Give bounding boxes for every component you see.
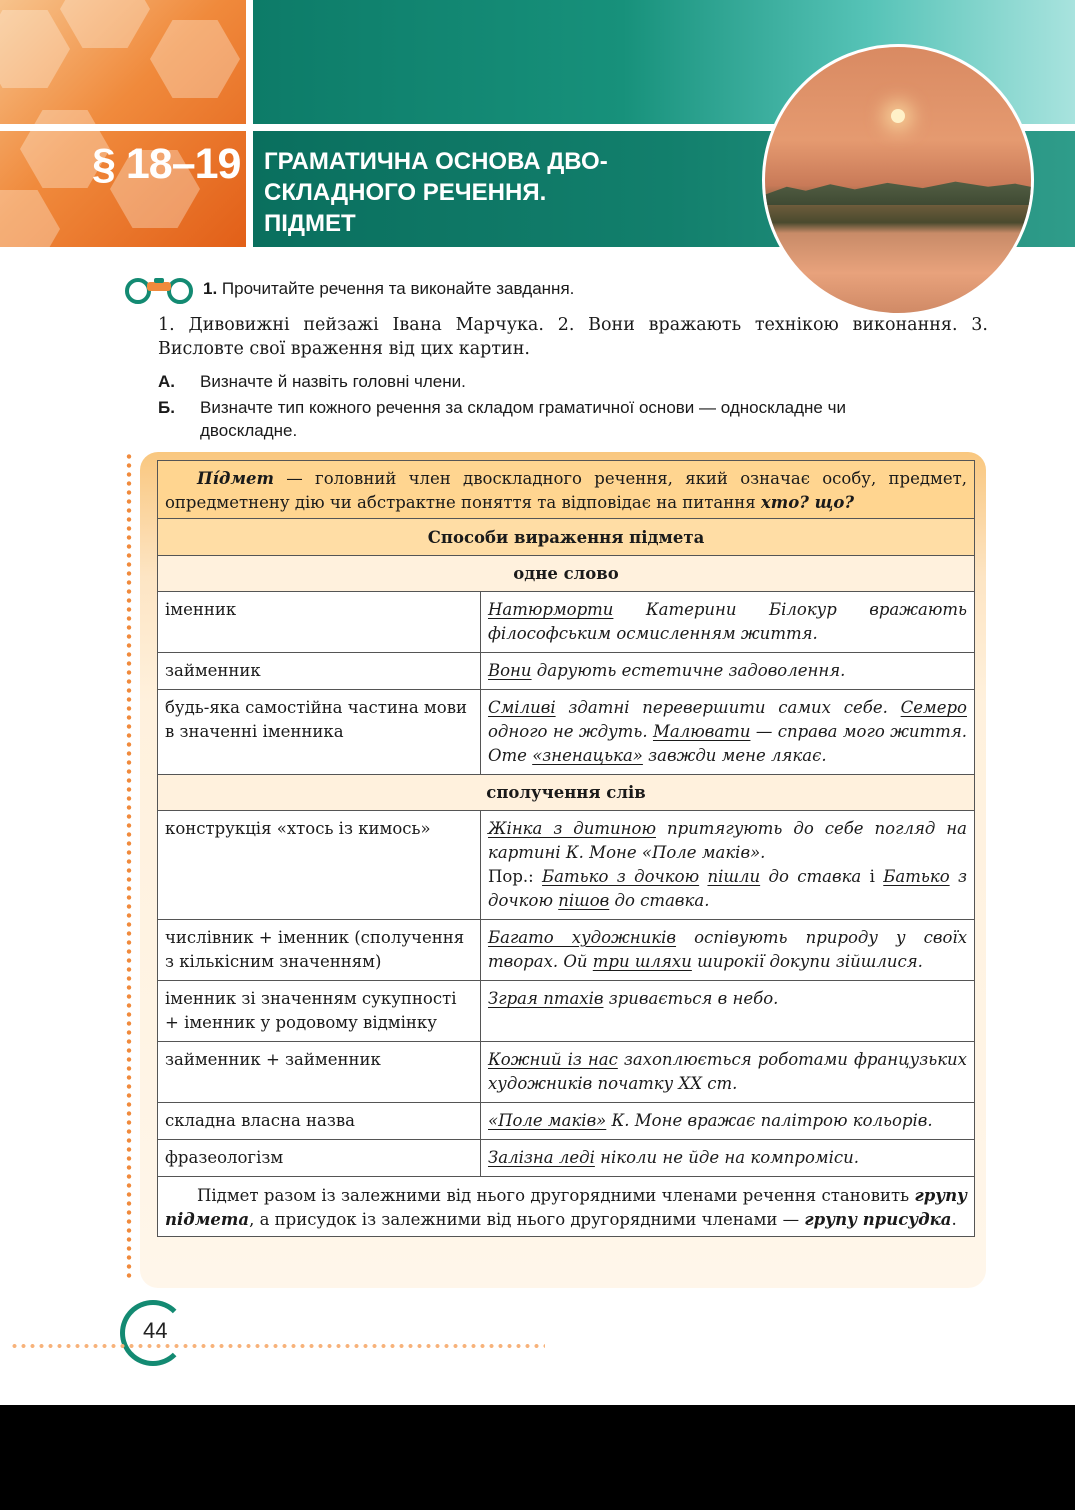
dotted-line-decoration: [126, 452, 132, 1278]
example-text: до ставка.: [609, 891, 710, 910]
section-title: [264, 146, 704, 239]
expression-type: конструкція «хтось із кимось»: [158, 811, 481, 920]
exercise-instruction: Прочитайте речення та виконайте завдання.: [221, 279, 575, 298]
table-row: [158, 592, 975, 653]
subject-underlined: «Поле маків»: [488, 1111, 607, 1130]
subject-underlined: Батько: [883, 867, 950, 886]
footer-row: [158, 1177, 975, 1237]
example-text: дарують естетичне задоволення.: [531, 661, 846, 680]
expression-type: числівник + іменник (сполучення з кількісним значенням): [158, 920, 481, 981]
subject-underlined: Кожний із нас: [488, 1050, 618, 1069]
task-text: Визначте тип кожного речення за складом граматичної основи — односкладне чи двоскладне.: [200, 398, 846, 440]
subject-underlined: пішли: [707, 867, 761, 886]
expression-type: будь-яка самостійна частина мови в значенні іменника: [158, 690, 481, 775]
term-emphasis-wrap: [804, 1210, 951, 1229]
table-caption: Способи вираження підмета: [158, 519, 975, 556]
table-row: [158, 920, 975, 981]
expression-type: займенник + займенник: [158, 1042, 481, 1103]
group-heading: сполучення слів: [158, 775, 975, 811]
table-caption-row: [158, 519, 975, 556]
subject-underlined: Залізна леді: [488, 1148, 595, 1167]
table-row: [158, 1042, 975, 1103]
definition-cell: [158, 461, 975, 519]
expression-type: іменник зі значенням сукупності + іменник у родовому відмінку: [158, 981, 481, 1042]
example-cell: [481, 1140, 975, 1177]
sun-icon: [891, 109, 905, 123]
example-text: широкії докупи зійшлися.: [691, 952, 923, 971]
example-text: з дочкою: [488, 867, 967, 910]
task-letter: Б.: [158, 398, 175, 417]
example-cell: [481, 592, 975, 653]
subject-underlined: пішов: [558, 891, 610, 910]
subject-underlined: Натюрморти: [488, 600, 614, 619]
subject-underlined: Зграя птахів: [488, 989, 604, 1008]
table-row: [158, 1103, 975, 1140]
definition-text: — головний член двоскладного речення, який означає особу, предмет, опредметнену дію чи абстрактне поняття та відповідає на питання: [165, 469, 967, 512]
example-text: Катерини Білокур вражають філософським осмисленням життя.: [488, 600, 967, 643]
subject-underlined: Вони: [488, 661, 532, 680]
expression-type: фразеологізм: [158, 1140, 481, 1177]
hexagon-decoration: [0, 10, 70, 88]
expression-type: складна власна назва: [158, 1103, 481, 1140]
footer-text: .: [951, 1210, 957, 1229]
footer-text: , а присудок із залежними від нього другорядними членами —: [249, 1210, 805, 1229]
definition-term: Пі́дмет: [197, 469, 274, 488]
footer-note: [158, 1177, 975, 1237]
bottom-black-bar: [0, 1405, 1075, 1510]
example-cell: [481, 811, 975, 920]
group-row: [158, 556, 975, 592]
example-plain-text: і: [869, 867, 884, 886]
table-row: [158, 653, 975, 690]
section-title-text: ГРАМАТИЧНА ОСНОВА ДВО- СКЛАДНОГО РЕЧЕННЯ. ПІДМЕТ: [264, 148, 608, 237]
hexagon-decoration: [0, 190, 60, 247]
subject-underlined: Батько з дочкою: [542, 867, 700, 886]
example-text: одного не ждуть.: [488, 722, 653, 741]
page-number: 44: [143, 1318, 168, 1343]
example-plain-text: Пор.:: [488, 867, 543, 886]
subject-underlined: три шляхи: [592, 952, 692, 971]
example-text: притягують до себе погляд на картині К. Моне «Поле маків».: [488, 819, 967, 862]
example-text: до ставка: [760, 867, 870, 886]
subject-underlined: Малювати: [652, 722, 751, 741]
hexagon-decoration: [60, 0, 150, 48]
table-row: [158, 690, 975, 775]
example-text: завжди мене лякає.: [642, 746, 827, 765]
term-emphasis: групу присудка: [804, 1210, 952, 1229]
exercise-heading: [203, 279, 574, 299]
example-text: ніколи не йде на компроміси.: [594, 1148, 859, 1167]
example-cell: [481, 690, 975, 775]
example-text: захоплюється роботами французьких художників початку XX ст.: [488, 1050, 967, 1093]
subject-underlined: Семеро: [900, 698, 967, 717]
expression-type: іменник: [158, 592, 481, 653]
table-row: [158, 1140, 975, 1177]
binoculars-icon: [125, 272, 193, 304]
header-divider-vertical: [246, 0, 253, 247]
subject-rule-table: [157, 460, 975, 1237]
footer-text: Підмет разом із залежними від нього другорядними членами речення становить: [197, 1186, 915, 1205]
section-number: § 18–19: [92, 140, 241, 188]
treeline-decoration: [765, 179, 1034, 205]
example-text: — справа мого життя. Оте: [488, 722, 967, 765]
painting-illustration: [762, 44, 1034, 316]
exercise-sentences: 1. Дивовижні пейзажі Івана Марчука. 2. Вони вражають технікою виконання. 3. Висловте свої враження від цих картин.: [158, 315, 988, 359]
example-text: здатні перевершити самих себе.: [555, 698, 901, 717]
group-heading: одне слово: [158, 556, 975, 592]
hexagon-decoration: [150, 20, 240, 98]
example-text: К. Моне вражає палітрою кольорів.: [606, 1111, 933, 1130]
subject-underlined: Жінка з дитиною: [488, 819, 656, 838]
group-row: [158, 775, 975, 811]
expression-type: займенник: [158, 653, 481, 690]
task-text: Визначте й назвіть головні члени.: [200, 372, 466, 391]
example-cell: [481, 653, 975, 690]
subject-underlined: Багато художників: [488, 928, 677, 947]
example-text: зривається в небо.: [603, 989, 779, 1008]
example-cell: [481, 1042, 975, 1103]
definition-row: [158, 461, 975, 519]
task-letter: А.: [158, 372, 175, 391]
example-cell: [481, 981, 975, 1042]
example-text: оспівують природу у своїх творах. Ой: [488, 928, 967, 971]
exercise-text: [138, 313, 988, 361]
table-row: [158, 981, 975, 1042]
subject-underlined: Сміливі: [488, 698, 556, 717]
example-cell: [481, 1103, 975, 1140]
subject-underlined: «зненацька»: [532, 746, 643, 765]
term-emphasis: групу підмета: [165, 1186, 967, 1229]
exercise-number: 1.: [203, 279, 218, 298]
definition-question: хто? що?: [760, 493, 855, 512]
table-row: [158, 811, 975, 920]
dotted-line-bottom: [10, 1343, 545, 1349]
example-cell: [481, 920, 975, 981]
